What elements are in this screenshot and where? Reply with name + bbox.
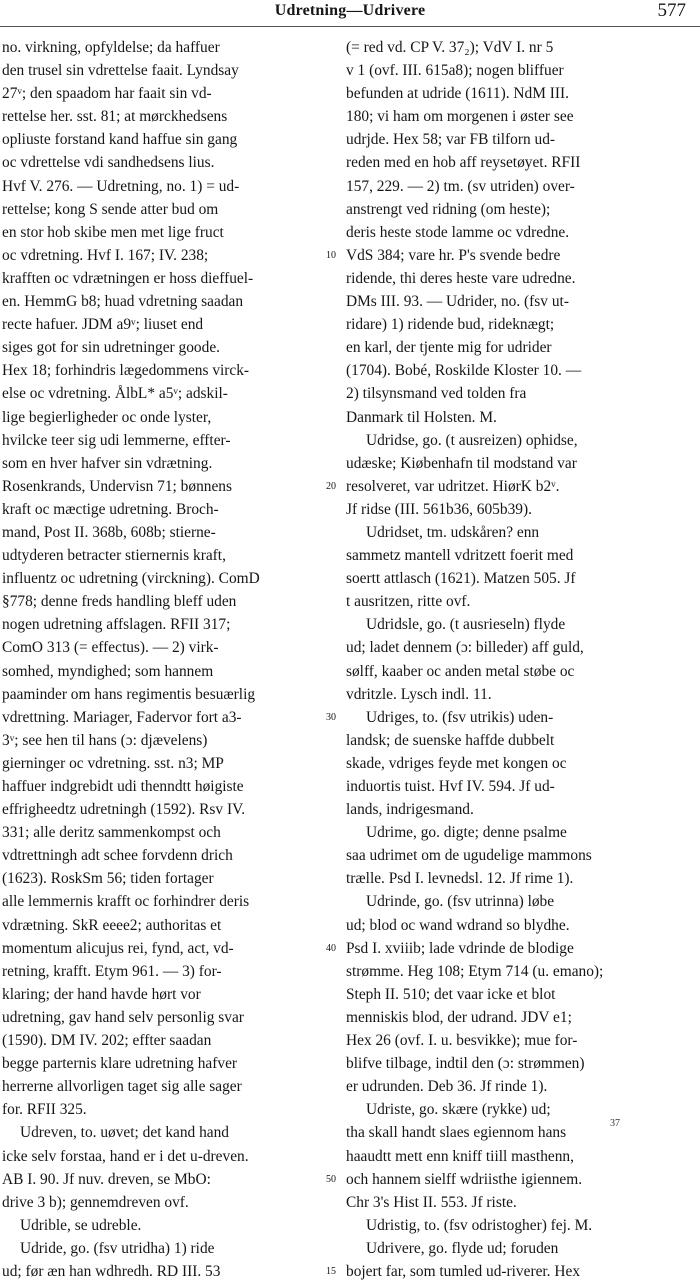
text-line: deris heste stode lamme oc vdredne.: [346, 223, 570, 241]
line-number: 30: [326, 711, 336, 723]
text-line: alle lemmernis krafft oc forhindrer deris: [2, 893, 250, 911]
line-number: 40: [326, 942, 336, 954]
text-line: Hex 18; forhindris lægedommens virck-: [2, 362, 250, 380]
text-line: den trusel sin vdrettelse faait. Lyndsay: [2, 62, 239, 80]
text-line: Udridse, go. (t ausreizen) ophidse,: [366, 431, 578, 449]
text-line: Rosenkrands, Undervisn 71; bønnens: [2, 477, 232, 495]
text-line: else oc vdretning. ÅlbL* a5ᵛ; adskil-: [2, 385, 228, 403]
text-line: krafften oc vdrætningen er hoss dieffuel-: [2, 269, 254, 287]
text-line: rettelse her. sst. 81; at mørckhedsens: [2, 108, 228, 126]
text-line: rettelse; kong S sende atter bud om: [2, 200, 219, 218]
text-line: DMs III. 93. — Udrider, no. (fsv ut-: [346, 293, 569, 311]
text-line: Hex 26 (ovf. I. u. besvikke); mue for-: [346, 1032, 578, 1050]
text-line: Udrible, se udreble.: [20, 1216, 142, 1234]
text-line: lands, indrigesmand.: [346, 801, 474, 819]
text-line: udrjde. Hex 58; var FB tilforn ud-: [346, 131, 556, 149]
text-line: Udriste, go. skære (rykke) ud;: [366, 1101, 551, 1119]
text-line: somhed, myndighed; som hannem: [2, 662, 214, 680]
text-line: skade, vdriges feyde met kongen oc: [346, 754, 567, 772]
text-line: udæske; Kiøbenhafn til modstand var: [346, 454, 577, 472]
text-line: 180; vi ham om morgenen i øster see: [346, 108, 574, 126]
text-line: strømme. Heg 108; Etym 714 (u. emano);: [346, 962, 604, 980]
text-line: ComO 313 (= effectus). — 2) virk-: [2, 639, 219, 657]
text-line: vdtrettningh adt schee forvdenn drich: [2, 847, 233, 865]
line-number: 15: [326, 1266, 336, 1278]
text-line: tha skall handt slaes egiennom hans: [346, 1124, 567, 1142]
text-line: siges got for sin udretninger goode.: [2, 339, 220, 357]
text-line: haaudtt mett enn kniff tiill masthenn,: [346, 1147, 574, 1165]
left-column: [2, 36, 332, 1283]
text-line: 2) tilsynsmand ved tolden fra: [346, 385, 527, 403]
text-line: 3ᵛ; see hen til hans (ɔ: djævelens): [2, 731, 208, 749]
text-line: udretning, gav hand selv personlig svar: [2, 1008, 244, 1026]
text-line: bojert far, som tumled ud-riverer. Hex: [346, 1262, 581, 1280]
text-line: en stor hob skibe men met lige fruct: [2, 223, 224, 241]
text-line: sølff, kaaber oc anden metal støbe oc: [346, 662, 575, 680]
text-line: en karl, der tjente mig for udrider: [346, 339, 552, 357]
text-line: gierninger oc vdretning. sst. n3; MP: [2, 754, 224, 772]
text-line: Udriges, to. (fsv utrikis) uden-: [366, 708, 554, 726]
text-line: reden med en hob aff reysetøyet. RFII: [346, 154, 581, 172]
text-line: vdritzle. Lysch indl. 11.: [346, 685, 492, 703]
text-line: hvilcke teer sig udi lemmerne, effter-: [2, 431, 231, 449]
line-number: 10: [326, 249, 336, 261]
text-line: en. HemmG b8; huad vdretning saadan: [2, 293, 244, 311]
text-line: oc vdrettelse vdi sandhedsens lius.: [2, 154, 215, 172]
text-line: befunden at udride (1611). NdM III.: [346, 85, 569, 103]
text-line: effrigheedtz udretningh (1592). Rsv IV.: [2, 801, 246, 819]
text-line: vdrætning. SkR eeee2; authoritas et: [2, 916, 222, 934]
text-line: landsk; de suenske haffde dubbelt: [346, 731, 555, 749]
text-line: Udridsle, go. (t ausrieseln) flyde: [366, 616, 566, 634]
text-line: anstrengt ved ridning (om heste);: [346, 200, 551, 218]
text-line: som en hver hafver sin vdrætning.: [2, 454, 213, 472]
text-line: 331; alle deritz sammenkompst och: [2, 824, 221, 842]
text-line: udtyderen betracter stiernernis kraft,: [2, 547, 226, 565]
text-line: resolveret, var udritzet. HiørK b2ᵛ.: [346, 477, 560, 495]
text-line: blifve tilbage, indtil den (ɔ: strømmen): [346, 1055, 585, 1073]
text-line: no. virkning, opfyldelse; da haffuer: [2, 39, 220, 56]
text-line: drive 3 b); gennemdreven ovf.: [2, 1193, 189, 1211]
text-line: menniskis blod, der udrand. JDV e1;: [346, 1008, 572, 1026]
text-line: Danmark til Holsten. M.: [346, 408, 497, 426]
text-line: ud; ladet dennem (ɔ: billeder) aff guld,: [346, 639, 584, 657]
text-line: Udreven, to. uøvet; det kand hand: [20, 1124, 229, 1142]
text-line: Psd I. xviiib; lade vdrinde de blodige: [346, 939, 574, 957]
text-line: (1623). RoskSm 56; tiden fortager: [2, 870, 214, 888]
text-line: opliuste forstand kand haffue sin gang: [2, 131, 238, 149]
text-line: Udrivere, go. flyde ud; foruden: [366, 1239, 559, 1257]
line-number: 20: [326, 480, 336, 492]
text-line: och hannem sielff wdriisthe igiennem.: [346, 1170, 583, 1188]
text-line: v 1 (ovf. III. 615a8); nogen bliffuer: [346, 62, 564, 80]
text-line: Hvf V. 276. — Udretning, no. 1) = ud-: [2, 177, 240, 195]
text-line: VdS 384; vare hr. P's svende bedre: [346, 246, 561, 264]
text-line: lige begierligheder oc onde lyster,: [2, 408, 212, 426]
text-line: Chr 3's Hist II. 553. Jf riste.: [346, 1193, 517, 1211]
text-line: ridare) 1) ridende bud, rideknægt;: [346, 316, 555, 334]
text-line: Udrime, go. digte; denne psalme: [366, 824, 567, 842]
footer-mark: 37: [610, 1118, 620, 1129]
text-line: for. RFII 325.: [2, 1101, 87, 1119]
text-line: paaminder om hans regimentis besuærlig: [2, 685, 256, 703]
text-line: vdrettning. Mariager, Fadervor fort a3-: [2, 708, 242, 726]
text-line: Udridset, tm. udskåren? enn: [366, 523, 540, 541]
text-line: trælle. Psd I. levnedsl. 12. Jf rime 1).: [346, 870, 574, 888]
header-rule: [0, 26, 700, 27]
text-line: kraft oc mæctige udretning. Broch-: [2, 500, 219, 518]
text-line: begge parternis klare udretning hafver: [2, 1055, 238, 1073]
right-column: [346, 36, 696, 1283]
text-line: herrerne allvorligen taget sig alle sager: [2, 1078, 242, 1096]
line-number: 50: [326, 1173, 336, 1185]
text-line: haffuer indgrebidt udi thenndtt høigiste: [2, 778, 244, 795]
text-line: Steph II. 510; det vaar icke et blot: [346, 985, 556, 1003]
text-line: t ausritzen, ritte ovf.: [346, 593, 471, 611]
text-line: 27ᵛ; den spaadom har faait sin vd-: [2, 85, 212, 103]
text-line: §778; denne freds handling bleff uden: [2, 593, 237, 611]
text-line: mand, Post II. 368b, 608b; stierne-: [2, 523, 216, 541]
text-line: nogen udretning affslagen. RFII 317;: [2, 616, 231, 634]
page-number: 577: [657, 0, 686, 21]
text-line: induortis tuist. Hvf IV. 594. Jf ud-: [346, 778, 555, 795]
text-line: Udrinde, go. (fsv utrinna) løbe: [366, 893, 555, 911]
text-line: (= red vd. CP V. 37₂); VdV I. nr 5: [346, 39, 554, 56]
text-line: momentum alicujus rei, fynd, act, vd-: [2, 939, 234, 957]
text-line: (1704). Bobé, Roskilde Kloster 10. —: [346, 362, 582, 380]
text-line: klaring; der hand havde hørt vor: [2, 985, 201, 1003]
text-line: influentz oc udretning (virckning). ComD: [2, 570, 260, 588]
text-line: icke selv forstaa, hand er i det u-dreven.: [2, 1147, 249, 1165]
text-line: recte hafuer. JDM a9ᵛ; liuset end: [2, 316, 204, 334]
text-line: ud; før æn han wdhredh. RD III. 53: [2, 1262, 221, 1280]
text-line: retning, krafft. Etym 961. — 3) for-: [2, 962, 222, 980]
text-line: ridende, thi deres heste vare udredne.: [346, 269, 576, 287]
text-line: Udride, go. (fsv utridha) 1) ride: [20, 1239, 215, 1257]
text-line: saa udrimet om de ugudelige mammons: [346, 847, 592, 865]
text-line: oc vdretning. Hvf I. 167; IV. 238;: [2, 246, 209, 264]
text-line: er udrunden. Deb 36. Jf rinde 1).: [346, 1078, 548, 1096]
text-line: AB I. 90. Jf nuv. dreven, se MbO:: [2, 1170, 211, 1188]
text-line: Jf ridse (III. 561b36, 605b39).: [346, 500, 532, 518]
text-line: 157, 229. — 2) tm. (sv utriden) over-: [346, 177, 575, 195]
page-header: [0, 0, 700, 28]
running-title: Udretning—Udrivere: [274, 2, 426, 19]
text-line: soertt attlasch (1621). Matzen 505. Jf: [346, 570, 576, 588]
text-line: ud; blod oc wand wdrand so blydhe.: [346, 916, 570, 934]
text-line: Udristig, to. (fsv odristogher) fej. M.: [366, 1216, 593, 1234]
text-line: (1590). DM IV. 202; effter saadan: [2, 1032, 212, 1050]
text-line: sammetz mantell vdritzett foerit med: [346, 547, 574, 565]
